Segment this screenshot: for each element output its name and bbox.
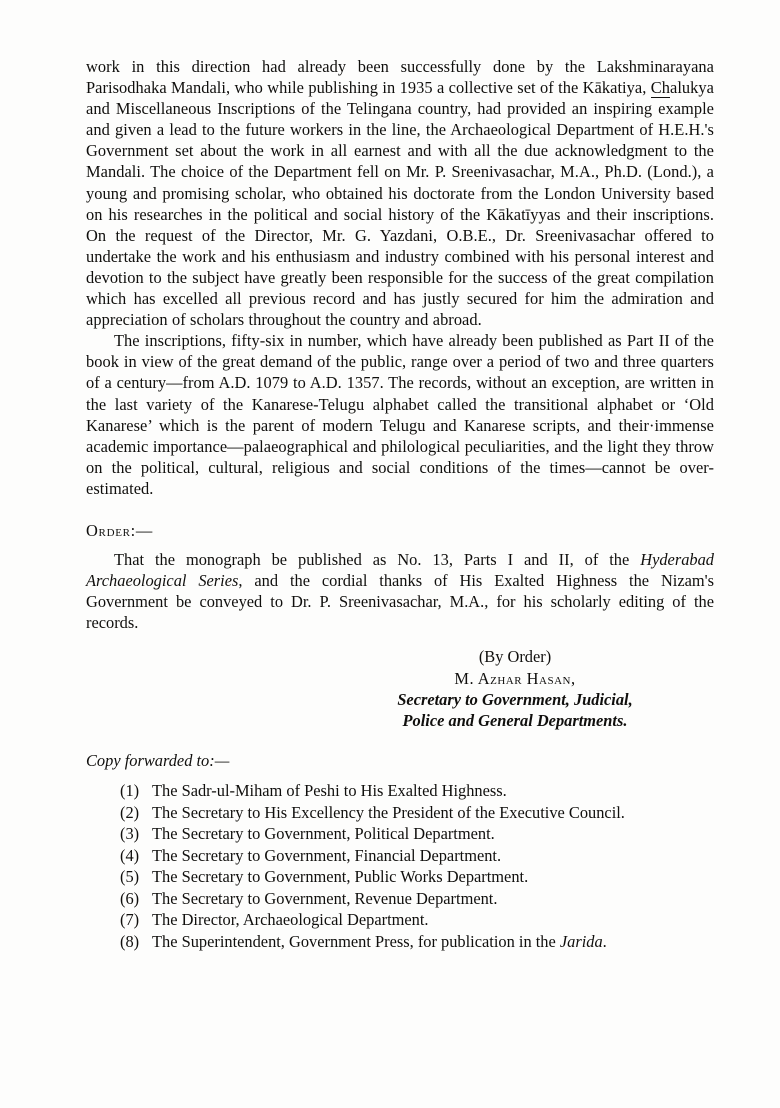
list-item-number: (3)	[120, 824, 140, 844]
signature-title-line-2: Police and General Departments.	[402, 710, 628, 730]
list-item-number: (5)	[120, 867, 140, 887]
order-heading: Order:—	[86, 520, 154, 540]
list-item-number: (2)	[120, 802, 140, 822]
order-series-title: Hyderabad Archaeological Series	[86, 550, 714, 591]
list-item-text	[152, 931, 607, 953]
order-tail-text: , and the cordial thanks of His Exalted Highness the Nizam's Government be conveyed to Dr. P. Sreenivasachar, M.A., for his scholarly editing of the records.	[86, 571, 714, 633]
list-item	[86, 845, 714, 867]
list-item-text: The Secretary to Government, Public Works Department.	[152, 867, 529, 887]
paragraph-1	[86, 56, 714, 330]
list-item-number: (4)	[120, 845, 140, 865]
signature-title-line-1: Secretary to Government, Judicial,	[397, 689, 633, 709]
para1-segment-a: work in this direction had already been successfully done by the Lakshminarayana Parisodhaka Mandali, who while publishing in 1935 a collective set of the Kākatiya,	[86, 57, 714, 98]
list-item-text-pre: The Superintendent, Government Press, for publication in the	[152, 932, 560, 952]
list-item-number: (8)	[120, 932, 140, 952]
para1-segment-b: alukya and Miscellaneous Inscriptions of the Telingana country, had provided an inspiring example and given a lead to the future workers in the line, the Archaeological Department of H.E.H.'s Government set about the work in all earnest and with all the due acknowledgment to the Mandali. The choice of the Department fell on Mr. P. Sreenivasachar, M.A., Ph.D. (Lond.), a young and promising scholar, who obtained his doctorate from the London University based on his researches in the political and social history of the Kākatīyyas and their inscriptions. On the request of the Director, Mr. G. Yazdani, O.B.E., Dr. Sreenivasachar offered to undertake the work and his enthusiasm and industry combined with his personal interest and devotion to the subject have greatly been responsible for the success of the great compilation which has excelled all previous record and has justly secured for him the admiration and appreciation of scholars throughout the country and abroad.	[86, 78, 714, 330]
list-item	[86, 802, 714, 824]
order-paragraph	[86, 549, 714, 633]
list-item-number: (1)	[120, 780, 140, 800]
para1-underlined-ch: Ch	[650, 78, 670, 98]
paragraph-2: The inscriptions, fifty-six in number, which have already been published as Part II of the book in view of the great demand of the public, range over a period of two and three quarters of a century—from A.D. 1079 to A.D. 1357. The records, without an exception, are written in the last variety of the Kanarese-Telugu alphabet called the transitional alphabet or ‘Old Kanarese’ which is the parent of modern Telugu and Kanarese scripts, and their·immense academic importance—palaeographical and philological peculiarities, and the light they throw on the political, cultural, religious and social conditions of the times—cannot be over-estimated.	[86, 331, 714, 498]
list-item-text: The Secretary to Government, Revenue Department.	[152, 888, 498, 908]
list-item	[86, 823, 714, 845]
list-item-text: The Sadr-ul-Miham of Peshi to His Exalted Highness.	[152, 780, 507, 800]
list-item-text: The Secretary to Government, Financial Department.	[152, 845, 502, 865]
list-item-text-post: .	[602, 932, 607, 952]
page-content	[86, 56, 714, 953]
list-item-text: The Director, Archaeological Department.	[152, 910, 429, 930]
list-item-number: (7)	[120, 910, 140, 930]
list-item	[86, 931, 714, 953]
list-item-text: The Secretary to His Excellency the President of the Executive Council.	[152, 802, 625, 822]
list-item	[86, 866, 714, 888]
list-item-number: (6)	[120, 888, 140, 908]
list-item	[86, 780, 714, 802]
list-item-text: The Secretary to Government, Political Department.	[152, 824, 495, 844]
signature-name: M. Azhar Hasan,	[454, 668, 576, 688]
list-item-italic-term: Jarida	[559, 932, 603, 952]
signature-block	[86, 646, 714, 730]
copy-forwarded-heading: Copy forwarded to:—	[86, 750, 230, 770]
order-lead-text: That the monograph be published as No. 13, Parts I and II, of the	[114, 550, 641, 570]
list-item	[86, 888, 714, 910]
list-item	[86, 909, 714, 931]
copy-forwarded-list	[86, 780, 714, 953]
signature-by-order: (By Order)	[478, 647, 552, 667]
